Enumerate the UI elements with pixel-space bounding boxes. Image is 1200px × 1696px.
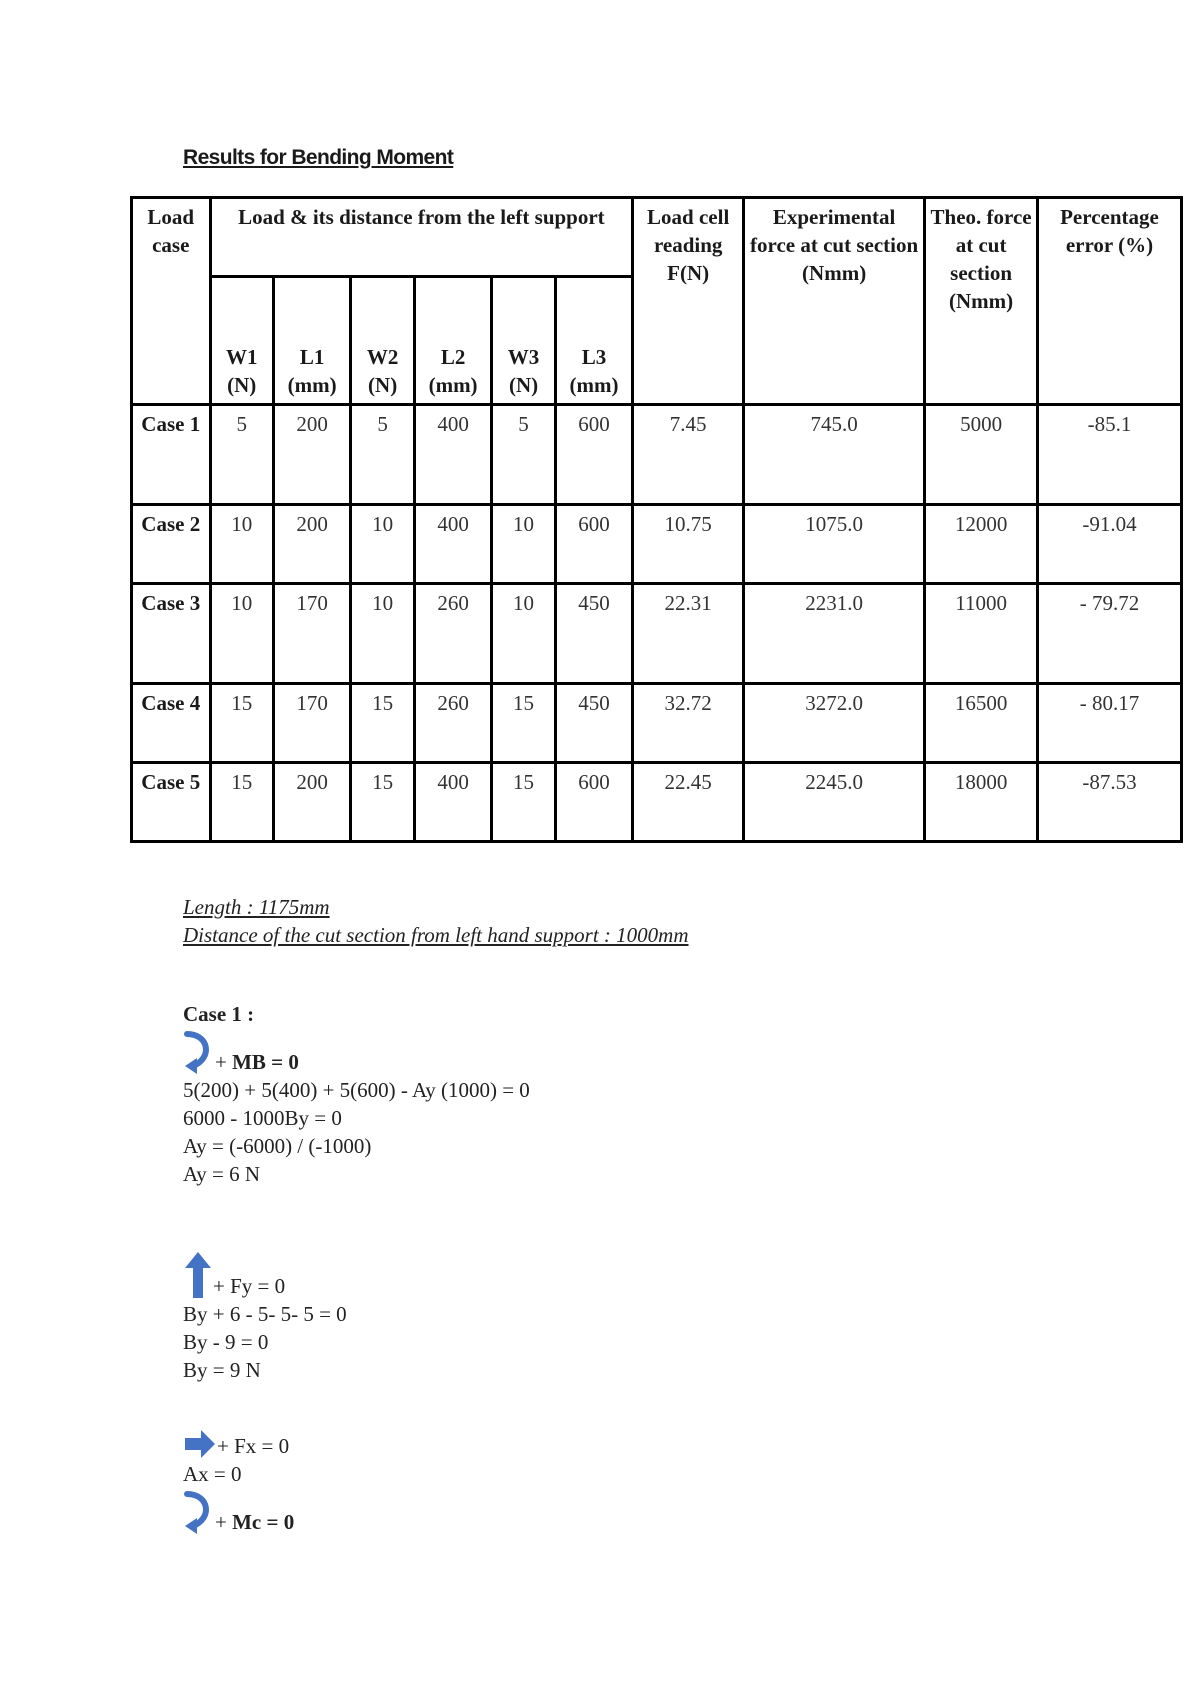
cell-error: -87.53 <box>1037 763 1181 842</box>
cell-w3: 15 <box>492 763 555 842</box>
cell-experimental: 2245.0 <box>744 763 925 842</box>
cell-w2: 15 <box>351 763 414 842</box>
up-arrow-icon <box>183 1250 213 1300</box>
header-load-cell: Load cell reading F(N) <box>633 198 744 405</box>
cell-l3: 600 <box>555 405 633 505</box>
mc-equation: Mc = 0 <box>232 1510 295 1534</box>
cell-theo: 16500 <box>925 684 1038 763</box>
results-table <box>130 196 1183 843</box>
cell-w1: 10 <box>210 505 273 584</box>
cell-case: Case 3 <box>132 584 211 684</box>
mb-equation-head <box>183 1028 530 1076</box>
cell-w2: 5 <box>351 405 414 505</box>
header-l2: L2 (mm) <box>414 277 492 405</box>
cell-load-cell: 22.31 <box>633 584 744 684</box>
header-w2: W2 (N) <box>351 277 414 405</box>
header-error: Percentage error (%) <box>1037 198 1181 405</box>
cell-w1: 10 <box>210 584 273 684</box>
cell-error: - 80.17 <box>1037 684 1181 763</box>
fx-equation: + Fx = 0 <box>217 1434 290 1458</box>
table-row <box>132 684 1182 763</box>
cell-l3: 600 <box>555 505 633 584</box>
header-experimental: Experimental force at cut section (Nmm) <box>744 198 925 405</box>
cell-w2: 10 <box>351 505 414 584</box>
clockwise-moment-arrow-icon <box>183 1028 215 1076</box>
length-note: Length : 1175mm <box>183 895 330 919</box>
fy-line-2: By - 9 = 0 <box>183 1330 269 1354</box>
cell-l1: 200 <box>273 763 351 842</box>
cell-l2: 400 <box>414 405 492 505</box>
cell-w3: 15 <box>492 684 555 763</box>
cell-l3: 450 <box>555 584 633 684</box>
fy-line-3: By = 9 N <box>183 1358 261 1382</box>
cell-l1: 200 <box>273 505 351 584</box>
cell-experimental: 745.0 <box>744 405 925 505</box>
fy-equation: + Fy = 0 <box>213 1274 286 1298</box>
header-w1: W1 (N) <box>210 277 273 405</box>
cell-l2: 400 <box>414 763 492 842</box>
fx-equation-head <box>183 1424 530 1460</box>
header-l3: L3 (mm) <box>555 277 633 405</box>
cell-l1: 200 <box>273 405 351 505</box>
fy-equation-head <box>183 1244 530 1300</box>
mb-line-4: Ay = 6 N <box>183 1162 260 1186</box>
notes <box>183 893 689 949</box>
header-load-case: Load case <box>132 198 211 405</box>
cell-theo: 12000 <box>925 505 1038 584</box>
cell-error: -91.04 <box>1037 505 1181 584</box>
cell-case: Case 1 <box>132 405 211 505</box>
table-row <box>132 584 1182 684</box>
cell-theo: 11000 <box>925 584 1038 684</box>
calc-title: Case 1 : <box>183 1002 255 1026</box>
mc-plus: + <box>215 1510 233 1534</box>
cell-w3: 10 <box>492 505 555 584</box>
cell-l1: 170 <box>273 684 351 763</box>
cell-case: Case 2 <box>132 505 211 584</box>
mb-line-1: 5(200) + 5(400) + 5(600) - Ay (1000) = 0 <box>183 1078 530 1102</box>
table-row <box>132 405 1182 505</box>
cell-l3: 450 <box>555 684 633 763</box>
distance-note: Distance of the cut section from left hand support : 1000mm <box>183 923 689 947</box>
page-heading: Results for Bending Moment <box>183 146 454 169</box>
cell-experimental: 3272.0 <box>744 684 925 763</box>
fx-line-1: Ax = 0 <box>183 1462 242 1486</box>
header-load-distance: Load & its distance from the left support <box>210 198 633 277</box>
cell-load-cell: 22.45 <box>633 763 744 842</box>
cell-experimental: 1075.0 <box>744 505 925 584</box>
header-theo: Theo. force at cut section (Nmm) <box>925 198 1038 405</box>
cell-load-cell: 7.45 <box>633 405 744 505</box>
cell-l2: 260 <box>414 584 492 684</box>
cell-w3: 10 <box>492 584 555 684</box>
cell-w2: 15 <box>351 684 414 763</box>
cell-case: Case 5 <box>132 763 211 842</box>
table-row <box>132 763 1182 842</box>
cell-w1: 5 <box>210 405 273 505</box>
header-l1: L1 (mm) <box>273 277 351 405</box>
header-w3: W3 (N) <box>492 277 555 405</box>
cell-experimental: 2231.0 <box>744 584 925 684</box>
mb-equation: MB = 0 <box>232 1050 299 1074</box>
cell-error: -85.1 <box>1037 405 1181 505</box>
cell-l3: 600 <box>555 763 633 842</box>
cell-load-cell: 32.72 <box>633 684 744 763</box>
cell-load-cell: 10.75 <box>633 505 744 584</box>
table-row <box>132 505 1182 584</box>
cell-l2: 260 <box>414 684 492 763</box>
cell-theo: 5000 <box>925 405 1038 505</box>
case-1-calculation <box>183 1000 530 1536</box>
clockwise-moment-arrow-icon <box>183 1488 215 1536</box>
right-arrow-icon <box>183 1428 217 1460</box>
cell-case: Case 4 <box>132 684 211 763</box>
cell-w1: 15 <box>210 763 273 842</box>
cell-w3: 5 <box>492 405 555 505</box>
cell-l1: 170 <box>273 584 351 684</box>
mb-line-3: Ay = (-6000) / (-1000) <box>183 1134 372 1158</box>
cell-w1: 15 <box>210 684 273 763</box>
mc-equation-head <box>183 1488 530 1536</box>
cell-theo: 18000 <box>925 763 1038 842</box>
cell-error: - 79.72 <box>1037 584 1181 684</box>
cell-l2: 400 <box>414 505 492 584</box>
cell-w2: 10 <box>351 584 414 684</box>
fy-line-1: By + 6 - 5- 5- 5 = 0 <box>183 1302 347 1326</box>
mb-line-2: 6000 - 1000By = 0 <box>183 1106 342 1130</box>
mb-plus: + <box>215 1050 233 1074</box>
